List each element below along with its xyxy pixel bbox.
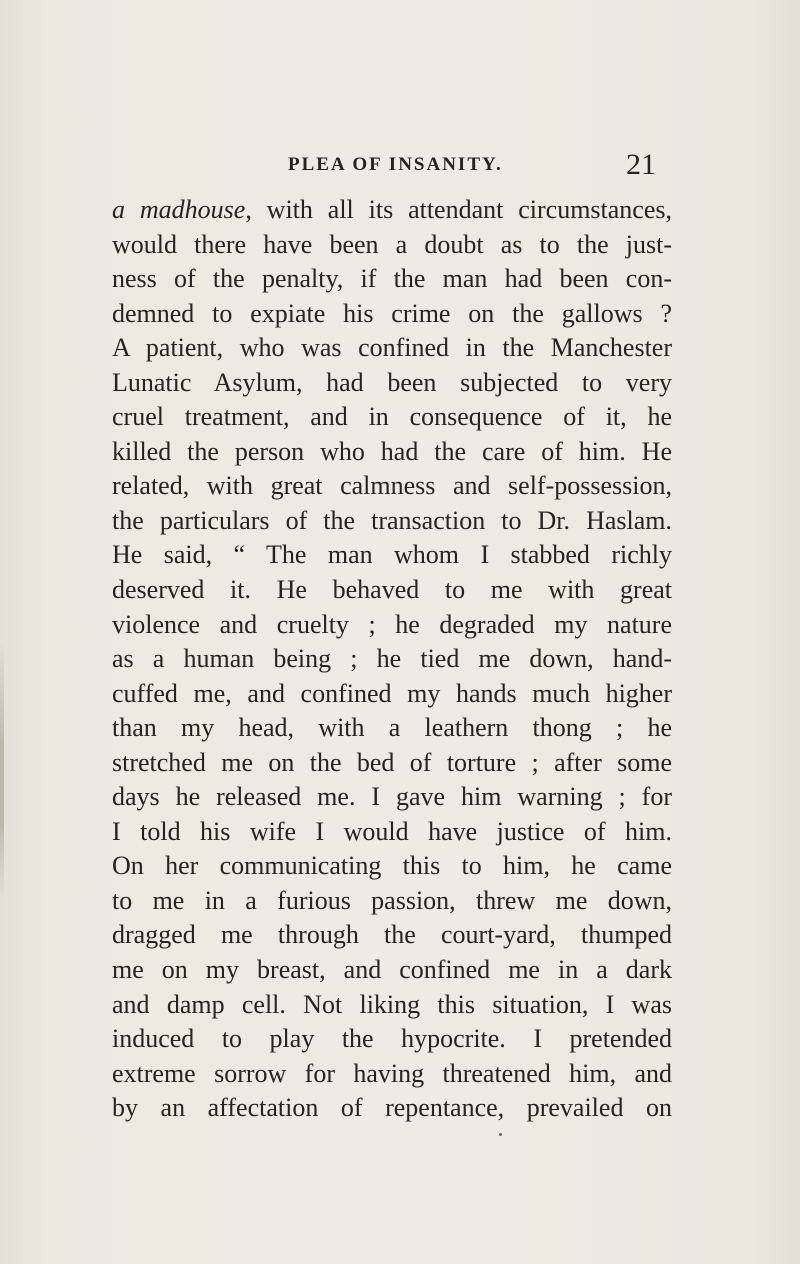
binding-shadow: [0, 640, 4, 900]
text-line: deserved it. He behaved to me with great: [112, 575, 672, 605]
text-line: than my head, with a leathern thong ; he: [112, 713, 672, 743]
text-line: to me in a furious passion, threw me down,: [112, 885, 672, 915]
running-head: [0, 148, 800, 188]
text-line: induced to play the hypocrite. I pretended: [112, 1024, 672, 1054]
text-line: related, with great calmness and self-possession,: [112, 471, 672, 501]
text-line: would there have been a doubt as to the just-: [112, 229, 672, 259]
text-line: by an affectation of repentance, prevailed on: [112, 1093, 672, 1123]
text-line: violence and cruelty ; he degraded my nature: [112, 609, 672, 639]
text-line: On her communicating this to him, he came: [112, 851, 672, 881]
text-line: extreme sorrow for having threatened him, and: [112, 1058, 672, 1088]
text-line: stretched me on the bed of torture ; after some: [112, 747, 672, 777]
text-line: dragged me through the court-yard, thumped: [112, 920, 672, 950]
page-number: 21: [626, 148, 656, 181]
text-line: demned to expiate his crime on the gallows ?: [112, 298, 672, 328]
running-title: PLEA OF INSANITY.: [288, 154, 503, 175]
paper-speck: [499, 1133, 502, 1136]
text-line: I told his wife I would have justice of him.: [112, 816, 672, 846]
text-line-rest: , with all its attendant circumstances,: [245, 195, 672, 224]
text-line: ness of the penalty, if the man had been con-: [112, 264, 672, 294]
text-line: Lunatic Asylum, had been subjected to very: [112, 367, 672, 397]
text-line: as a human being ; he tied me down, hand-: [112, 644, 672, 674]
text-line: cruel treatment, and in consequence of it, he: [112, 402, 672, 432]
text-line: the particulars of the transaction to Dr. Haslam.: [112, 505, 672, 535]
text-line: killed the person who had the care of him. He: [112, 436, 672, 466]
text-line: me on my breast, and confined me in a dark: [112, 955, 672, 985]
text-line: and damp cell. Not liking this situation, I was: [112, 989, 672, 1019]
body-text: [112, 193, 672, 1126]
text-line: cuffed me, and confined my hands much higher: [112, 678, 672, 708]
text-line: A patient, who was confined in the Manchester: [112, 333, 672, 363]
text-line: days he released me. I gave him warning ; for: [112, 782, 672, 812]
text-line: [112, 193, 672, 228]
text-line: He said, “ The man whom I stabbed richly: [112, 540, 672, 570]
italic-phrase: a madhouse: [112, 195, 246, 224]
